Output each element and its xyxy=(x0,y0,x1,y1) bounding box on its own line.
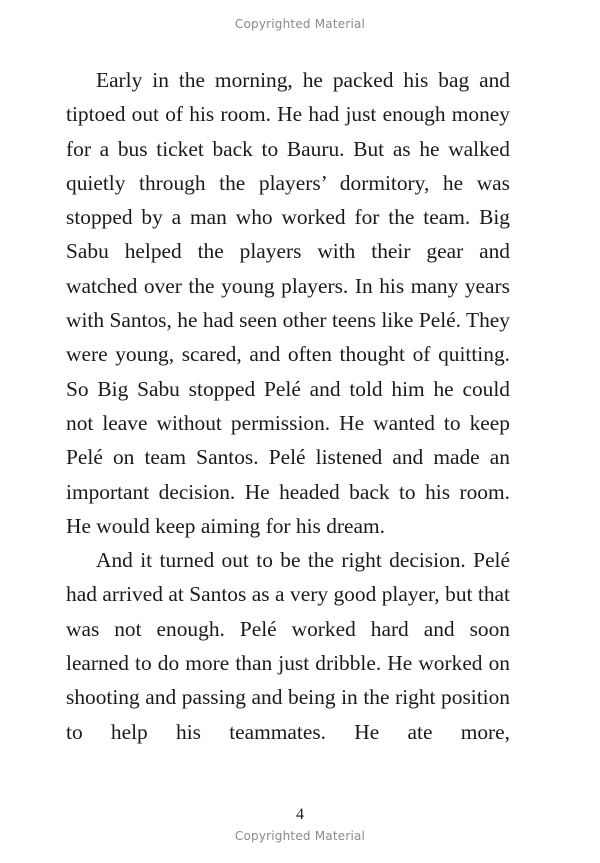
paragraph-1: Early in the morning, he packed his bag and tiptoed out of his room. He had just enough money for a bus ticket back to Bauru. But as he walked quietly through the players’ dormitory, he was stopped by a man who worked for the team. Big Sabu helped the players with their gear and watched over the young players. In his many years with Santos, he had seen other teens like Pelé. They were young, scared, and often thought of quitting. So Big Sabu stopped Pelé and told him he could not leave without permission. He wanted to keep Pelé on team Santos. Pelé listened and made an important decision. He headed back to his room. He would keep aiming for his dream. xyxy=(66,68,510,538)
copyright-watermark-top: Copyrighted Material xyxy=(234,17,366,31)
paragraph-2: And it turned out to be the right decision. Pelé had arrived at Santos as a very good player, but that was not enough. Pelé worked hard and soon learned to do more than just dribble. He worked on shooting and passing and being in the right position to help his teammates. He ate more, xyxy=(66,548,510,744)
copyright-watermark-bottom: Copyrighted Material xyxy=(234,829,366,843)
book-page-text xyxy=(66,63,510,749)
page-number: 4 xyxy=(296,806,304,823)
